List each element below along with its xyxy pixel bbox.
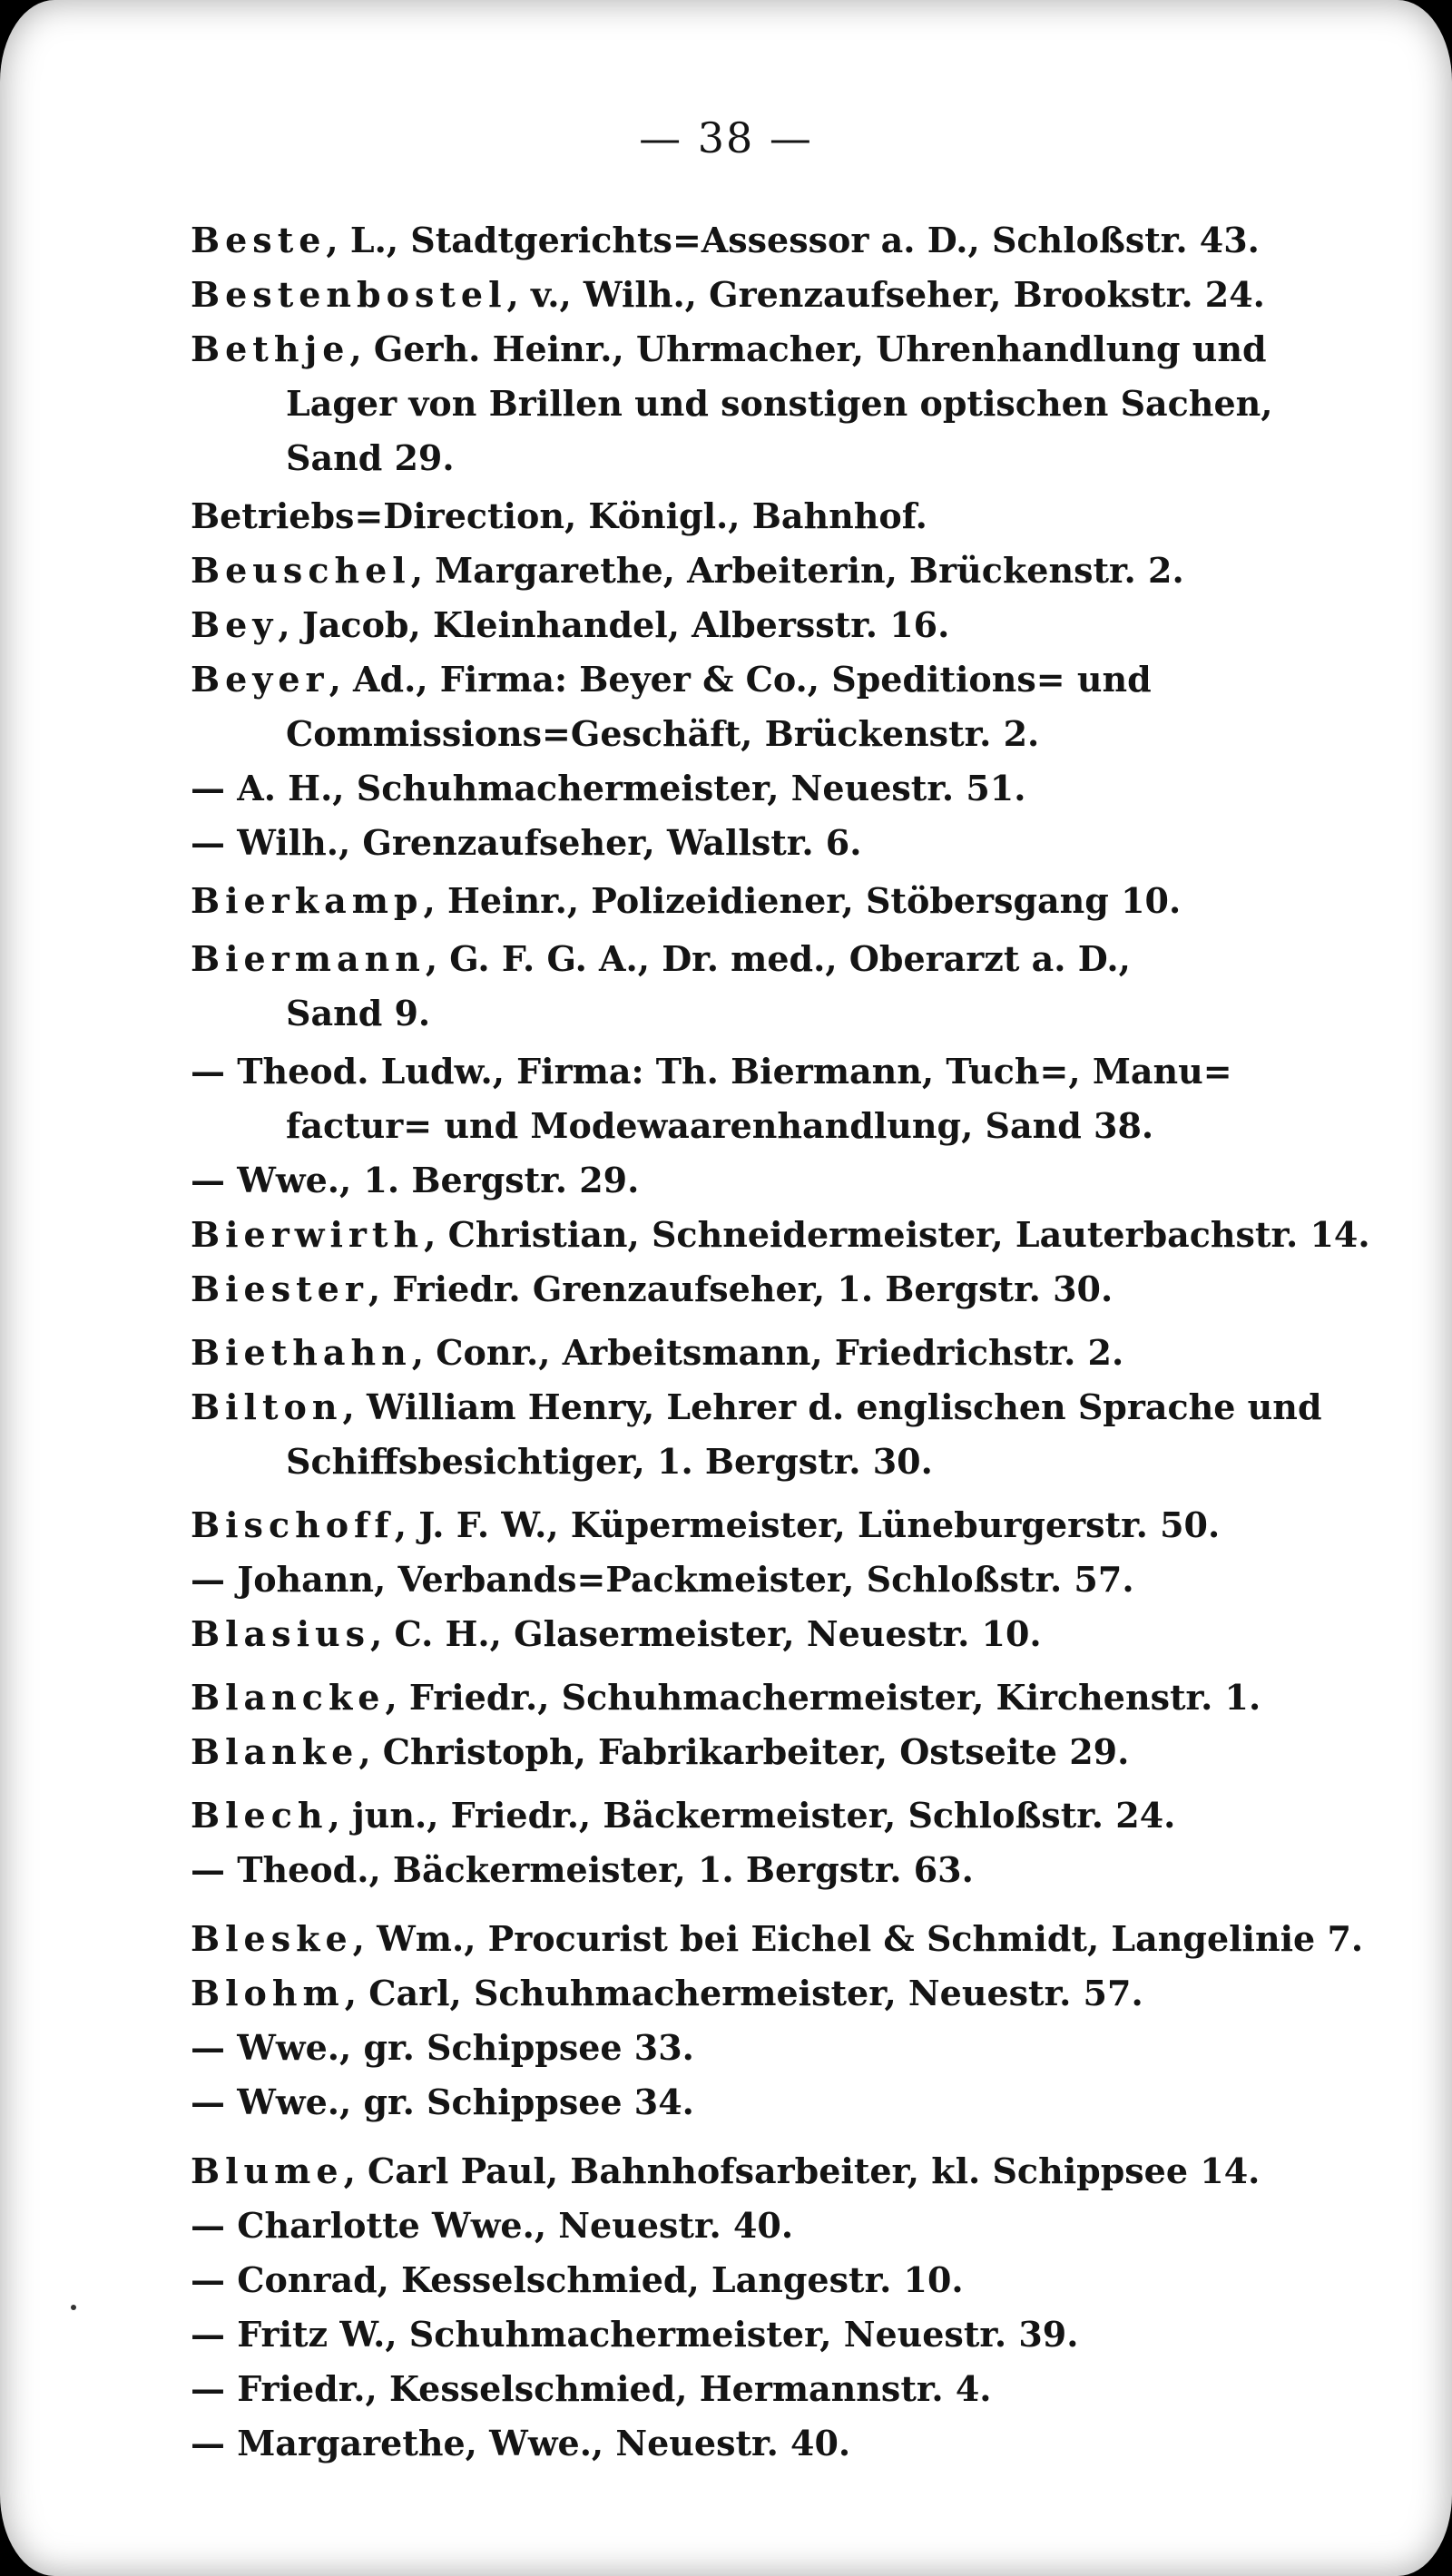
directory-entry	[191, 2144, 1370, 2199]
directory-entry	[191, 1380, 1370, 1489]
directory-entry	[191, 1208, 1370, 1262]
entry-details: — Margarethe, Wwe., Neuestr. 40.	[191, 2423, 851, 2463]
entry-surname: Bey	[191, 604, 279, 645]
entry-surname: Biester	[191, 1268, 368, 1309]
entry-details: , Friedr., Schuhmachermeister, Kirchenstr. 1.	[385, 1677, 1261, 1718]
entry-surname: Bischoff	[191, 1504, 395, 1545]
entry-details: , jun., Friedr., Bäckermeister, Schloßstr. 24.	[328, 1795, 1176, 1836]
directory-entry	[191, 2075, 1370, 2130]
entry-details: , Christoph, Fabrikarbeiter, Ostseite 29.	[358, 1731, 1130, 1772]
directory-entry	[191, 1966, 1370, 2021]
entry-surname: Blasius	[191, 1613, 371, 1654]
directory-entry	[191, 1670, 1370, 1725]
directory-entry	[191, 1262, 1370, 1317]
directory-entry	[191, 1153, 1370, 1208]
entry-details: — Theod., Bäckermeister, 1. Bergstr. 63.	[191, 1849, 974, 1890]
entry-details: — Conrad, Kesselschmied, Langestr. 10.	[191, 2259, 964, 2300]
directory-entry	[191, 2416, 1370, 2471]
entry-surname: Blohm	[191, 1973, 345, 2013]
entry-details: , Margarethe, Arbeiterin, Brückenstr. 2.	[410, 550, 1184, 591]
directory-entry	[191, 874, 1370, 928]
entry-details: , Wm., Procurist bei Eichel & Schmidt, Langelinie 7.	[352, 1918, 1364, 1959]
entry-surname: Bilton	[191, 1386, 343, 1427]
entry-details: — Wwe., 1. Bergstr. 29.	[191, 1160, 640, 1200]
entry-details: , v., Wilh., Grenzaufseher, Brookstr. 24.	[506, 274, 1265, 315]
page-number: — 38 —	[639, 113, 813, 162]
entry-details: — Fritz W., Schuhmachermeister, Neuestr. 39.	[191, 2314, 1079, 2355]
directory-entry	[191, 1326, 1370, 1380]
entry-details: , C. H., Glasermeister, Neuestr. 10.	[370, 1613, 1042, 1654]
entry-details: — Wwe., gr. Schippsee 34.	[191, 2081, 694, 2122]
entry-details: , Friedr. Grenzaufseher, 1. Bergstr. 30.	[368, 1268, 1114, 1309]
entry-details: , Conr., Arbeitsmann, Friedrichstr. 2.	[411, 1332, 1124, 1373]
directory-entry	[191, 932, 1370, 1041]
entry-details: — Wwe., gr. Schippsee 33.	[191, 2027, 694, 2068]
entry-details: , Jacob, Kleinhandel, Albersstr. 16.	[278, 604, 950, 645]
directory-entry	[191, 2362, 1370, 2416]
entry-details: , Christian, Schneidermeister, Lauterbachstr. 14.	[424, 1214, 1370, 1255]
entry-details: , Gerh. Heinr., Uhrmacher, Uhrenhandlung und	[349, 328, 1267, 369]
entry-surname: Beste	[191, 220, 327, 260]
entry-surname: Beyer	[191, 659, 329, 700]
entry-surname: Blume	[191, 2150, 344, 2191]
entry-surname: Blancke	[191, 1677, 386, 1718]
entry-surname: Biermann	[191, 938, 426, 979]
directory-entry	[191, 2199, 1370, 2253]
entry-continuation: factur= und Modewaarenhandlung, Sand 38.	[286, 1105, 1154, 1146]
directory-entry	[191, 2253, 1370, 2307]
entry-details: — Charlotte Wwe., Neuestr. 40.	[191, 2205, 794, 2246]
entry-details: , G. F. G. A., Dr. med., Oberarzt a. D.,	[425, 938, 1131, 979]
entry-details: , Ad., Firma: Beyer & Co., Speditions= und	[329, 659, 1152, 700]
directory-entry	[191, 2307, 1370, 2362]
entry-details: — Theod. Ludw., Firma: Th. Biermann, Tuch=, Manu=	[191, 1051, 1232, 1092]
directory-entry	[191, 544, 1370, 598]
entry-details: — Friedr., Kesselschmied, Hermannstr. 4.	[191, 2368, 992, 2409]
entry-continuation: Sand 29.	[286, 437, 455, 478]
entry-surname: Bierwirth	[191, 1214, 425, 1255]
entry-surname: Biethahn	[191, 1332, 412, 1373]
directory-entry	[191, 1607, 1370, 1661]
entry-details: — Wilh., Grenzaufseher, Wallstr. 6.	[191, 822, 862, 863]
directory-entry	[191, 1044, 1370, 1153]
entry-surname: Blanke	[191, 1731, 359, 1772]
directory-entry	[191, 1843, 1370, 1897]
entry-details: , Heinr., Polizeidiener, Stöbersgang 10.	[423, 880, 1182, 921]
entry-surname: Beuschel	[191, 550, 411, 591]
directory-entry	[191, 2021, 1370, 2075]
entry-continuation: Sand 9.	[286, 993, 431, 1033]
directory-entries	[191, 213, 1370, 2471]
entry-continuation: Lager von Brillen und sonstigen optischen Sachen,	[286, 383, 1273, 424]
entry-surname: Blech	[191, 1795, 329, 1836]
entry-details: , L., Stadtgerichts=Assessor a. D., Schloßstr. 43.	[326, 220, 1260, 260]
directory-entry	[191, 322, 1370, 485]
ink-speck	[71, 2305, 76, 2310]
entry-details: Betriebs=Direction, Königl., Bahnhof.	[191, 495, 927, 536]
directory-entry	[191, 1552, 1370, 1607]
directory-entry	[191, 652, 1370, 761]
directory-entry	[191, 268, 1370, 322]
entry-surname: Bierkamp	[191, 880, 424, 921]
entry-continuation: Commissions=Geschäft, Brückenstr. 2.	[286, 713, 1040, 754]
directory-entry	[191, 761, 1370, 816]
entry-details: , William Henry, Lehrer d. englischen Sprache und	[342, 1386, 1322, 1427]
directory-entry	[191, 598, 1370, 652]
directory-entry	[191, 1725, 1370, 1779]
entry-details: , J. F. W., Küpermeister, Lüneburgerstr. 50.	[394, 1504, 1221, 1545]
directory-entry	[191, 1912, 1370, 1966]
entry-details: , Carl, Schuhmachermeister, Neuestr. 57.	[344, 1973, 1143, 2013]
entry-surname: Bethje	[191, 328, 350, 369]
directory-entry	[191, 816, 1370, 870]
entry-details: , Carl Paul, Bahnhofsarbeiter, kl. Schippsee 14.	[343, 2150, 1261, 2191]
entry-details: — Johann, Verbands=Packmeister, Schloßstr. 57.	[191, 1559, 1134, 1600]
entry-continuation: Schiffsbesichtiger, 1. Bergstr. 30.	[286, 1441, 933, 1482]
directory-entry	[191, 1498, 1370, 1552]
directory-entry	[191, 213, 1370, 268]
entry-details: — A. H., Schuhmachermeister, Neuestr. 51.	[191, 768, 1026, 808]
entry-surname: Bleske	[191, 1918, 353, 1959]
entry-surname: Bestenbostel	[191, 274, 507, 315]
directory-entry	[191, 1788, 1370, 1843]
directory-entry	[191, 489, 1370, 544]
